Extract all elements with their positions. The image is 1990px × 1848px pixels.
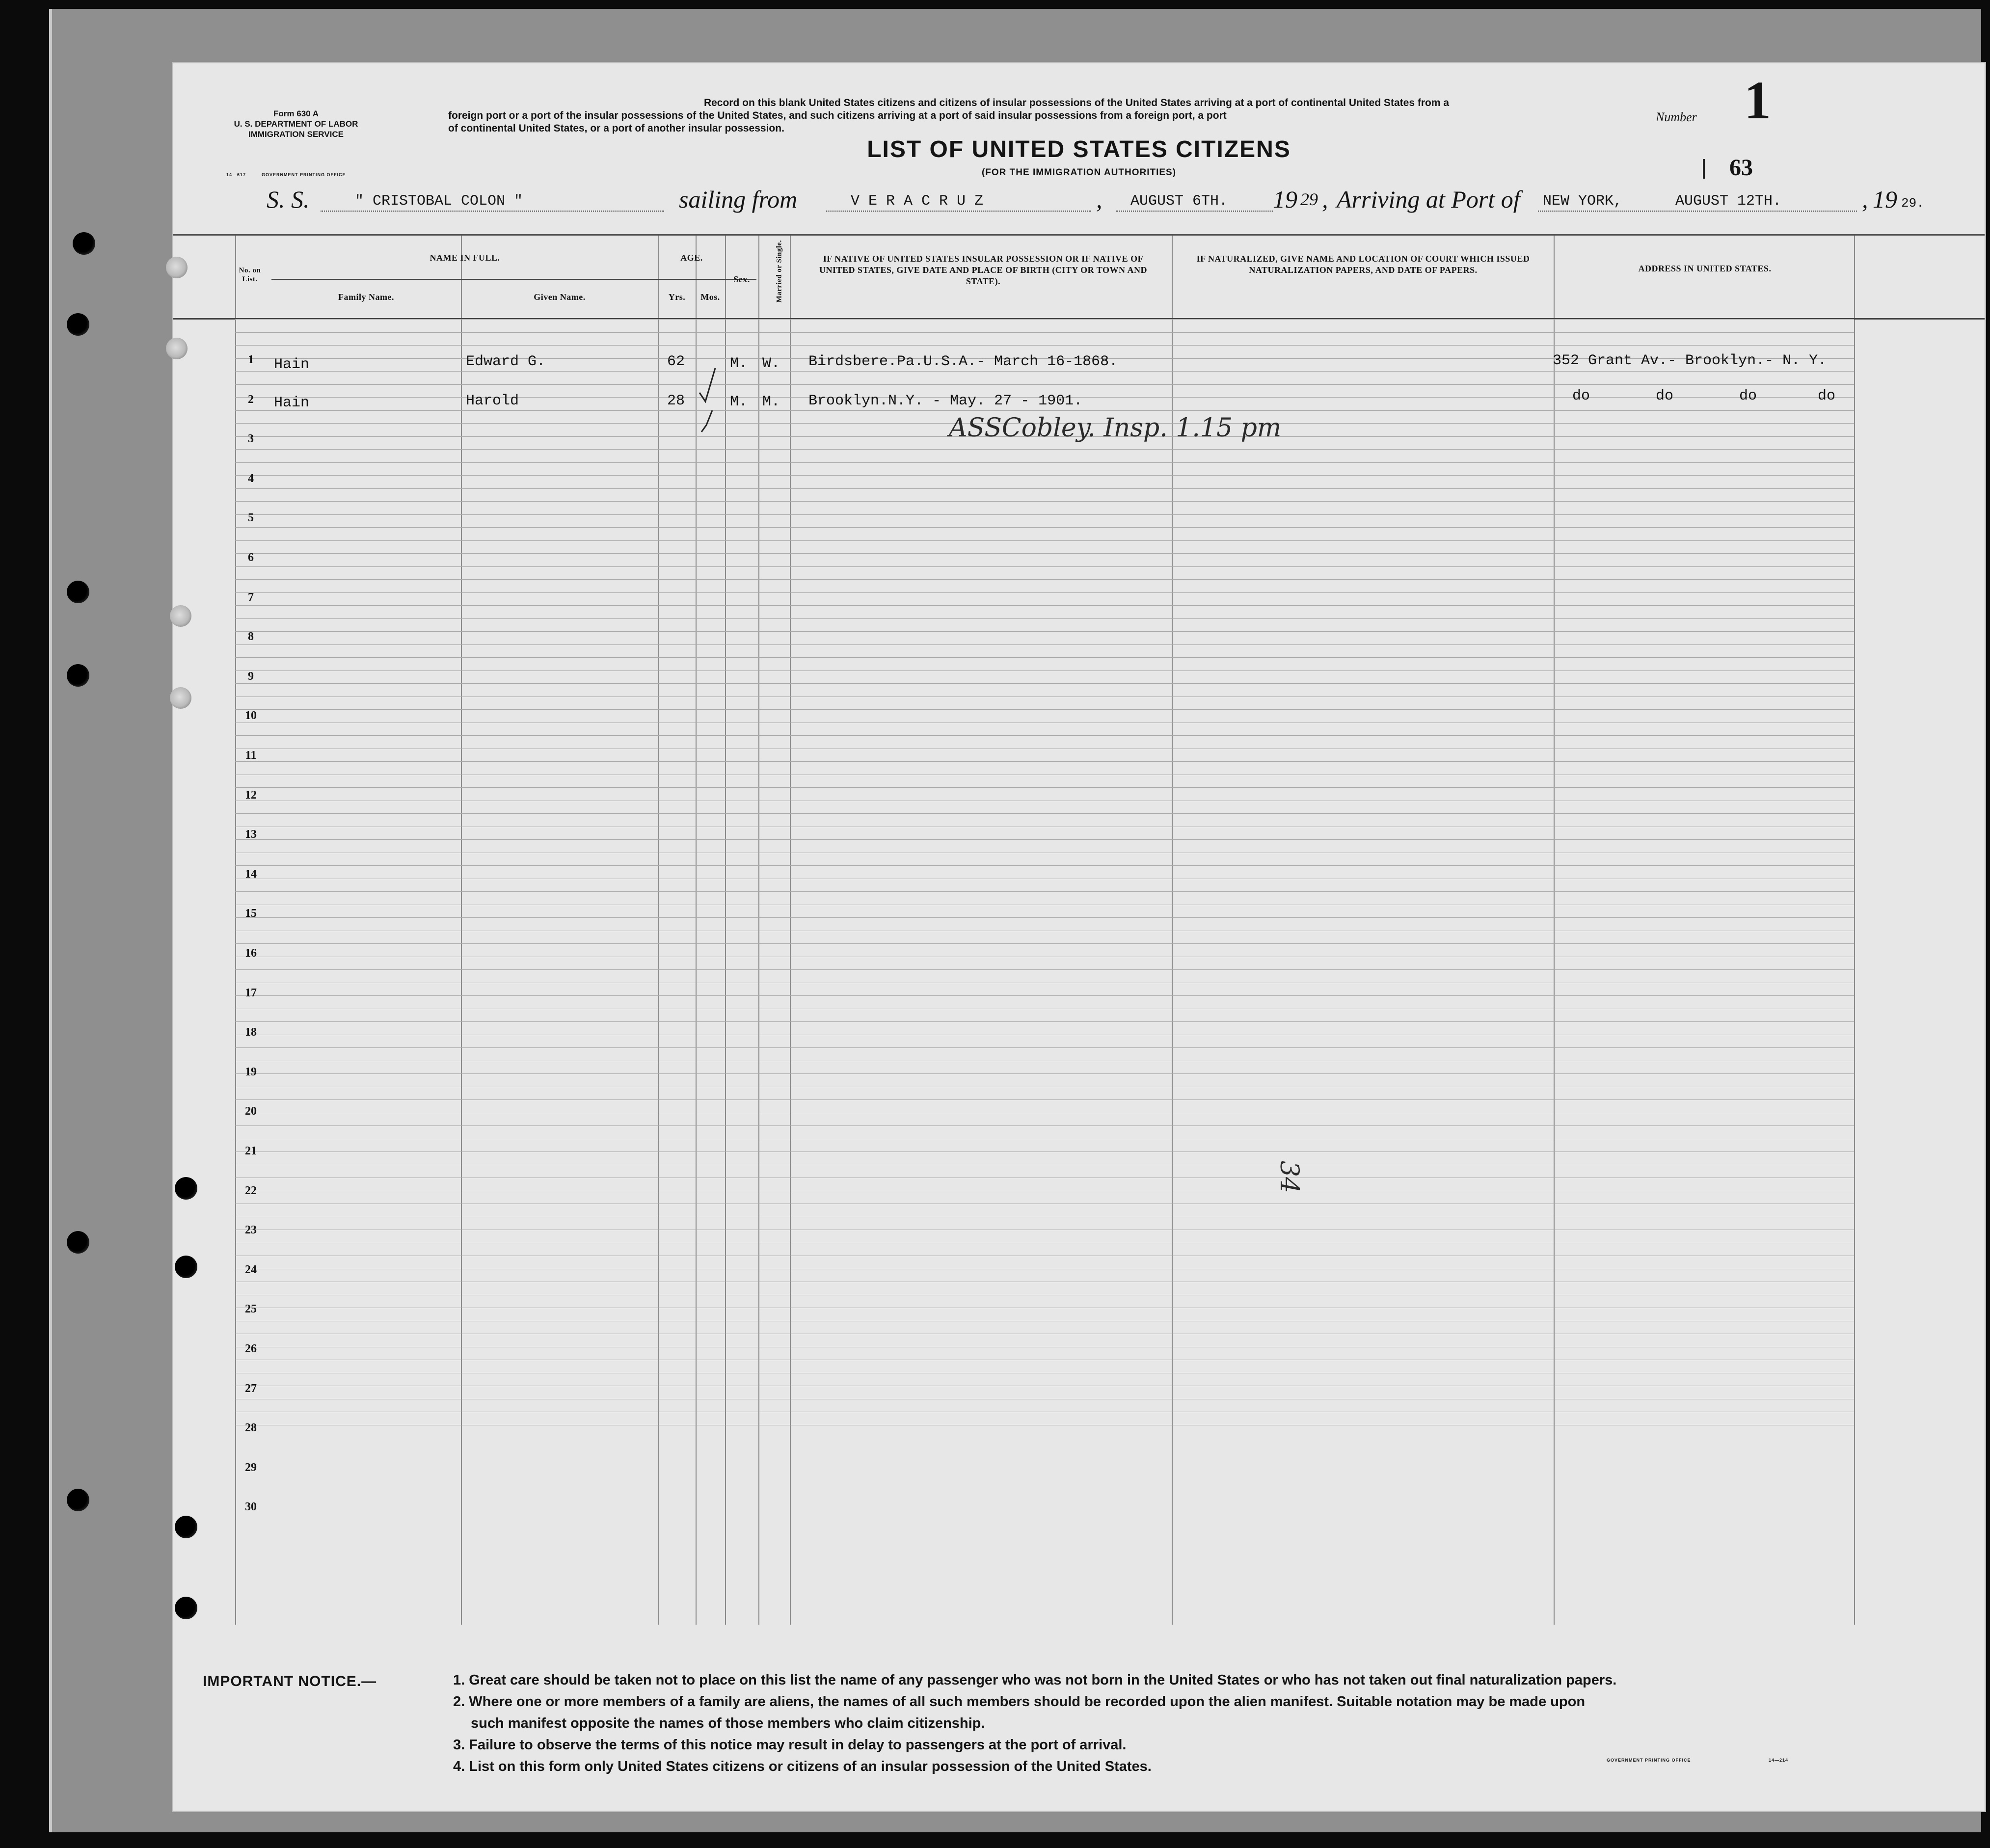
sailing-label: sailing from xyxy=(679,186,798,213)
row-number: 16 xyxy=(245,947,257,960)
ruled-line xyxy=(235,917,1854,918)
check-marks xyxy=(696,363,730,442)
notice-item-2-cont: such manifest opposite the names of those members who claim citizenship. xyxy=(471,1715,985,1731)
record-instructions xyxy=(448,97,1705,135)
row-number: 21 xyxy=(245,1145,257,1157)
row-2-marital-status: M. xyxy=(762,394,780,410)
ruled-line xyxy=(235,1099,1854,1100)
row-1-given-name: Edward G. xyxy=(466,353,546,370)
row-number: 15 xyxy=(245,907,257,920)
sailing-year-prefix: 19 xyxy=(1273,186,1297,213)
ruled-line xyxy=(235,488,1854,489)
row-number: 2 xyxy=(248,393,254,406)
manifest-table xyxy=(173,234,1985,1634)
ruled-line xyxy=(235,1125,1854,1126)
ruled-line xyxy=(235,891,1854,892)
ruled-line xyxy=(235,332,1854,333)
notice-item-4: 4. List on this form only United States citizens or citizens of an insular possession of the United States. xyxy=(453,1759,1152,1774)
notice-item-2: 2. Where one or more members of a family are aliens, the names of all such members should be recorded upon the alien manifest. Suitable notation may be made upon xyxy=(453,1694,1586,1710)
col-address: ADDRESS IN UNITED STATES. xyxy=(1638,264,1772,273)
arrival-port: NEW YORK, xyxy=(1543,193,1623,210)
col-yrs: Yrs. xyxy=(668,292,686,302)
col-age: AGE. xyxy=(680,253,703,263)
sailing-date: AUGUST 6TH. xyxy=(1130,193,1228,210)
row-1-marital-status: W. xyxy=(762,355,780,372)
row-2-address-ditto-4: do xyxy=(1818,388,1836,404)
ruled-line xyxy=(235,865,1854,866)
row-number: 25 xyxy=(245,1303,257,1316)
binder-hole xyxy=(175,1256,197,1278)
binder-hole xyxy=(67,1489,89,1511)
ruled-line xyxy=(235,605,1854,606)
row-number: 3 xyxy=(248,432,254,446)
ruled-line xyxy=(235,813,1854,814)
binder-hole xyxy=(175,1516,197,1538)
ruled-line xyxy=(235,540,1854,541)
record-line-2: foreign port or a port of the insular possessions of the United States, and such citizens arriving at a port of said insular possessions from a foreign port, a port xyxy=(448,110,1227,121)
document-title: LIST OF UNITED STATES CITIZENS xyxy=(867,136,1291,162)
binder-hole xyxy=(67,313,89,336)
binder-hole xyxy=(170,687,191,709)
ruled-line xyxy=(235,657,1854,658)
inspector-signature: ASSCobley. Insp. 1.15 pm xyxy=(949,413,1282,443)
col-naturalized-info: IF NATURALIZED, GIVE NAME AND LOCATION OF COURT WHICH ISSUED NATURALIZATION PAPERS, AND DATE OF PAPERS. xyxy=(1196,254,1530,275)
sailing-port: V E R A C R U Z xyxy=(851,193,984,210)
record-line-3: of continental United States, or a port of another insular possession. xyxy=(448,123,784,134)
ruled-line xyxy=(235,943,1854,944)
row-number: 8 xyxy=(248,630,254,643)
ruled-line xyxy=(235,527,1854,528)
ruled-line xyxy=(235,501,1854,502)
arrival-year-prefix: 19 xyxy=(1873,186,1897,213)
ruled-line xyxy=(235,618,1854,619)
ruled-line xyxy=(235,592,1854,593)
scanned-sheet xyxy=(49,9,1981,1832)
ruled-line xyxy=(235,696,1854,697)
col-given-name: Given Name. xyxy=(534,292,586,302)
binder-hole xyxy=(67,664,89,687)
row-1-sex: M. xyxy=(730,355,748,372)
ruled-line xyxy=(235,969,1854,970)
arriving-label: Arriving at Port of xyxy=(1337,186,1520,213)
ruled-line xyxy=(235,631,1854,632)
ruled-line xyxy=(235,839,1854,840)
col-name-in-full: NAME IN FULL. xyxy=(430,253,500,263)
ruled-line xyxy=(235,683,1854,684)
row-number: 14 xyxy=(245,867,257,881)
col-native-info: IF NATIVE OF UNITED STATES INSULAR POSSESSION OR IF NATIVE OF UNITED STATES, GIVE DATE AND PLACE OF BIRTH (CITY OR TOWN AND STATE). xyxy=(819,254,1147,286)
ruled-line xyxy=(235,475,1854,476)
col-sex: Sex. xyxy=(733,274,750,284)
row-number: 4 xyxy=(248,472,254,485)
row-number: 10 xyxy=(245,709,257,723)
manifest-rows xyxy=(173,319,1985,1625)
ruled-line xyxy=(235,449,1854,450)
form-print-code: 14—617 xyxy=(226,172,246,177)
notice-item-3: 3. Failure to observe the terms of this notice may result in delay to passengers at the port of arrival. xyxy=(453,1737,1127,1753)
arrival-year: 29. xyxy=(1901,196,1924,211)
ruled-line xyxy=(235,995,1854,996)
row-2-given-name: Harold xyxy=(466,393,519,409)
ruled-line xyxy=(235,514,1854,515)
row-number: 30 xyxy=(245,1500,257,1514)
row-1-address: 352 Grant Av.- Brooklyn.- N. Y. xyxy=(1553,352,1827,369)
ruled-line xyxy=(235,1047,1854,1048)
row-number: 22 xyxy=(245,1184,257,1197)
row-2-age-years: 28 xyxy=(667,393,685,409)
row-number: 27 xyxy=(245,1382,257,1395)
form-number: Form 630 A xyxy=(273,109,319,118)
row-number: 17 xyxy=(245,986,257,999)
ruled-line xyxy=(235,553,1854,554)
form-identification xyxy=(222,108,370,139)
binder-hole xyxy=(166,257,188,278)
ruled-line xyxy=(235,319,1854,320)
row-2-address-ditto-3: do xyxy=(1739,388,1757,404)
col-family-name: Family Name. xyxy=(338,292,394,302)
row-number: 11 xyxy=(245,749,257,762)
row-number: 12 xyxy=(245,788,257,802)
ruled-line xyxy=(235,761,1854,762)
ship-name: " CRISTOBAL COLON " xyxy=(355,193,523,210)
binder-hole xyxy=(73,232,95,255)
ruled-line xyxy=(235,735,1854,736)
ruled-line xyxy=(235,1021,1854,1022)
ruled-line xyxy=(235,709,1854,710)
binder-hole xyxy=(170,605,191,627)
binder-hole xyxy=(175,1177,197,1200)
notice-heading: IMPORTANT NOTICE.— xyxy=(203,1673,377,1689)
ruled-line xyxy=(235,384,1854,385)
ruled-line xyxy=(235,345,1854,346)
form-department: U. S. DEPARTMENT OF LABOR xyxy=(234,119,358,129)
binder-hole xyxy=(67,1231,89,1254)
ruled-line xyxy=(235,462,1854,463)
row-2-address-ditto-1: do xyxy=(1572,388,1590,404)
binder-hole xyxy=(175,1597,197,1619)
row-number: 5 xyxy=(248,511,254,525)
col-married-or-single: Married or Single. xyxy=(775,240,783,303)
row-number: 18 xyxy=(245,1026,257,1039)
form-service: IMMIGRATION SERVICE xyxy=(248,130,344,139)
row-2-birth-info: Brooklyn.N.Y. - May. 27 - 1901. xyxy=(808,393,1083,409)
row-2-family-name: Hain xyxy=(274,395,310,411)
notice-printer: GOVERNMENT PRINTING OFFICE xyxy=(1607,1758,1691,1763)
row-number: 26 xyxy=(245,1342,257,1355)
row-2-sex: M. xyxy=(730,394,748,410)
form-printer: GOVERNMENT PRINTING OFFICE xyxy=(262,172,346,177)
binder-hole xyxy=(166,338,188,359)
row-number: 23 xyxy=(245,1224,257,1237)
row-number: 24 xyxy=(245,1263,257,1276)
arrival-date: AUGUST 12TH. xyxy=(1675,193,1782,210)
ruled-line xyxy=(235,1073,1854,1074)
ruled-line xyxy=(235,579,1854,580)
ruled-line xyxy=(235,644,1854,645)
row-number: 13 xyxy=(245,828,257,841)
ruled-line xyxy=(235,410,1854,411)
row-2-address-ditto-2: do xyxy=(1656,388,1674,404)
row-number: 28 xyxy=(245,1421,257,1435)
page-stamp: 63 xyxy=(1729,155,1753,181)
number-label: Number xyxy=(1656,110,1697,124)
notice-print-code: 14—214 xyxy=(1769,1758,1789,1763)
row-number: 9 xyxy=(248,670,254,683)
row-1-age-years: 62 xyxy=(667,353,685,370)
col-no-on-list: No. on List. xyxy=(239,267,261,283)
sailing-year: 29 xyxy=(1300,189,1318,209)
row-number: 29 xyxy=(245,1461,257,1474)
ruled-line xyxy=(235,670,1854,671)
list-number: 1 xyxy=(1744,70,1771,130)
page-mark: 34 xyxy=(1274,1160,1304,1194)
ruled-line xyxy=(235,787,1854,788)
col-mos: Mos. xyxy=(700,292,720,302)
row-number: 20 xyxy=(245,1105,257,1118)
binder-hole xyxy=(67,581,89,603)
row-number: 6 xyxy=(248,551,254,564)
document-subtitle: (FOR THE IMMIGRATION AUTHORITIES) xyxy=(981,167,1177,178)
ruled-line xyxy=(235,371,1854,372)
row-number: 7 xyxy=(248,590,254,604)
notice-item-1: 1. Great care should be taken not to place on this list the name of any passenger who was not born in the United States or who has not taken out final naturalization papers. xyxy=(453,1672,1617,1688)
manifest-page: Form 630 A U. S. DEPARTMENT OF LABOR IMMIGRATION SERVICE 14—617 GOVERNMENT PRINTING OFFICE Record on this blank United States citizens and citizens of insular possessions of the United States arriving at a port of continental United States from a foreign port or a port of the insular possessions of the United States, and such citizens arriving at a port of said insular possessions from a foreign port, a port of continental United States, or a port of another insular possession. Number 1 63 LIST OF UNITED STATES CITIZENS (FOR THE IMMIGRATION AUTHORITIES) S. S. " CRISTOBAL COLON " sailing from V E R A C R U Z , AUGUST 6TH. 19 29 , Arriving at Port of NEW YORK, AUGUST 12TH. , 19 29. No. on List. NAME IN FULL. Family Name. Given Name. AGE. Yrs. Mos. Sex. Married or Single. IF NATIVE OF UNITED STATES INSULAR POSSESSION OR IF NATIVE OF UNITED STATES, GIVE DATE AND PLACE OF BIRTH (CITY OR TOWN AND STATE). IF NATURALIZED, GIVE NAME AND LOCATION OF COURT WHICH ISSUED NATURALIZATION PAPERS, AND DATE OF PAPERS. ADDRESS IN UNITED STATES. 1 2 3 4 5 6 7 8 9 10 11 12 13 14 15 16 17 18 19 20 21 22 23 24 25 26 27 28 29 30 Hain Edward G. 62 M. W. Birdsbere.Pa.U.S.A.- March 16-1868. 352 Grant Av.- Brooklyn.- N. Y. Hain Harold 28 M. M. Brooklyn.N.Y. - May. 27 - 1901. do do do do ASSCobley. Insp. 1.15 pm 34 IMPORTANT NOTICE.— 1. Great care should be taken not to place on this list the name of any passenger who was not born in the United States or who has not taken out final naturalization papers. 2. Where one or more members of a family are aliens, the names of all such members should be recorded upon the alien manifest. Suitable notation may be made upon such manifest opposite the names of those members who claim citizenship. 3. Failure to observe the terms of this notice may result in delay to passengers at the port of arrival. 4. List on this form only United States citizens or citizens of an insular possession of the United States. GOVERNMENT PRINTING OFFICE 14—214 xyxy=(172,62,1986,1812)
row-1-birth-info: Birdsbere.Pa.U.S.A.- March 16-1868. xyxy=(808,353,1118,370)
row-number: 19 xyxy=(245,1065,257,1078)
row-number: 1 xyxy=(248,353,254,366)
record-line-1: Record on this blank United States citizens and citizens of insular possessions of the United States arriving at a port of continental United States from a xyxy=(703,97,1450,108)
notice-list xyxy=(453,1669,1975,1777)
ruled-line xyxy=(235,566,1854,567)
row-1-family-name: Hain xyxy=(274,356,310,373)
ss-label: S. S. xyxy=(267,186,310,213)
